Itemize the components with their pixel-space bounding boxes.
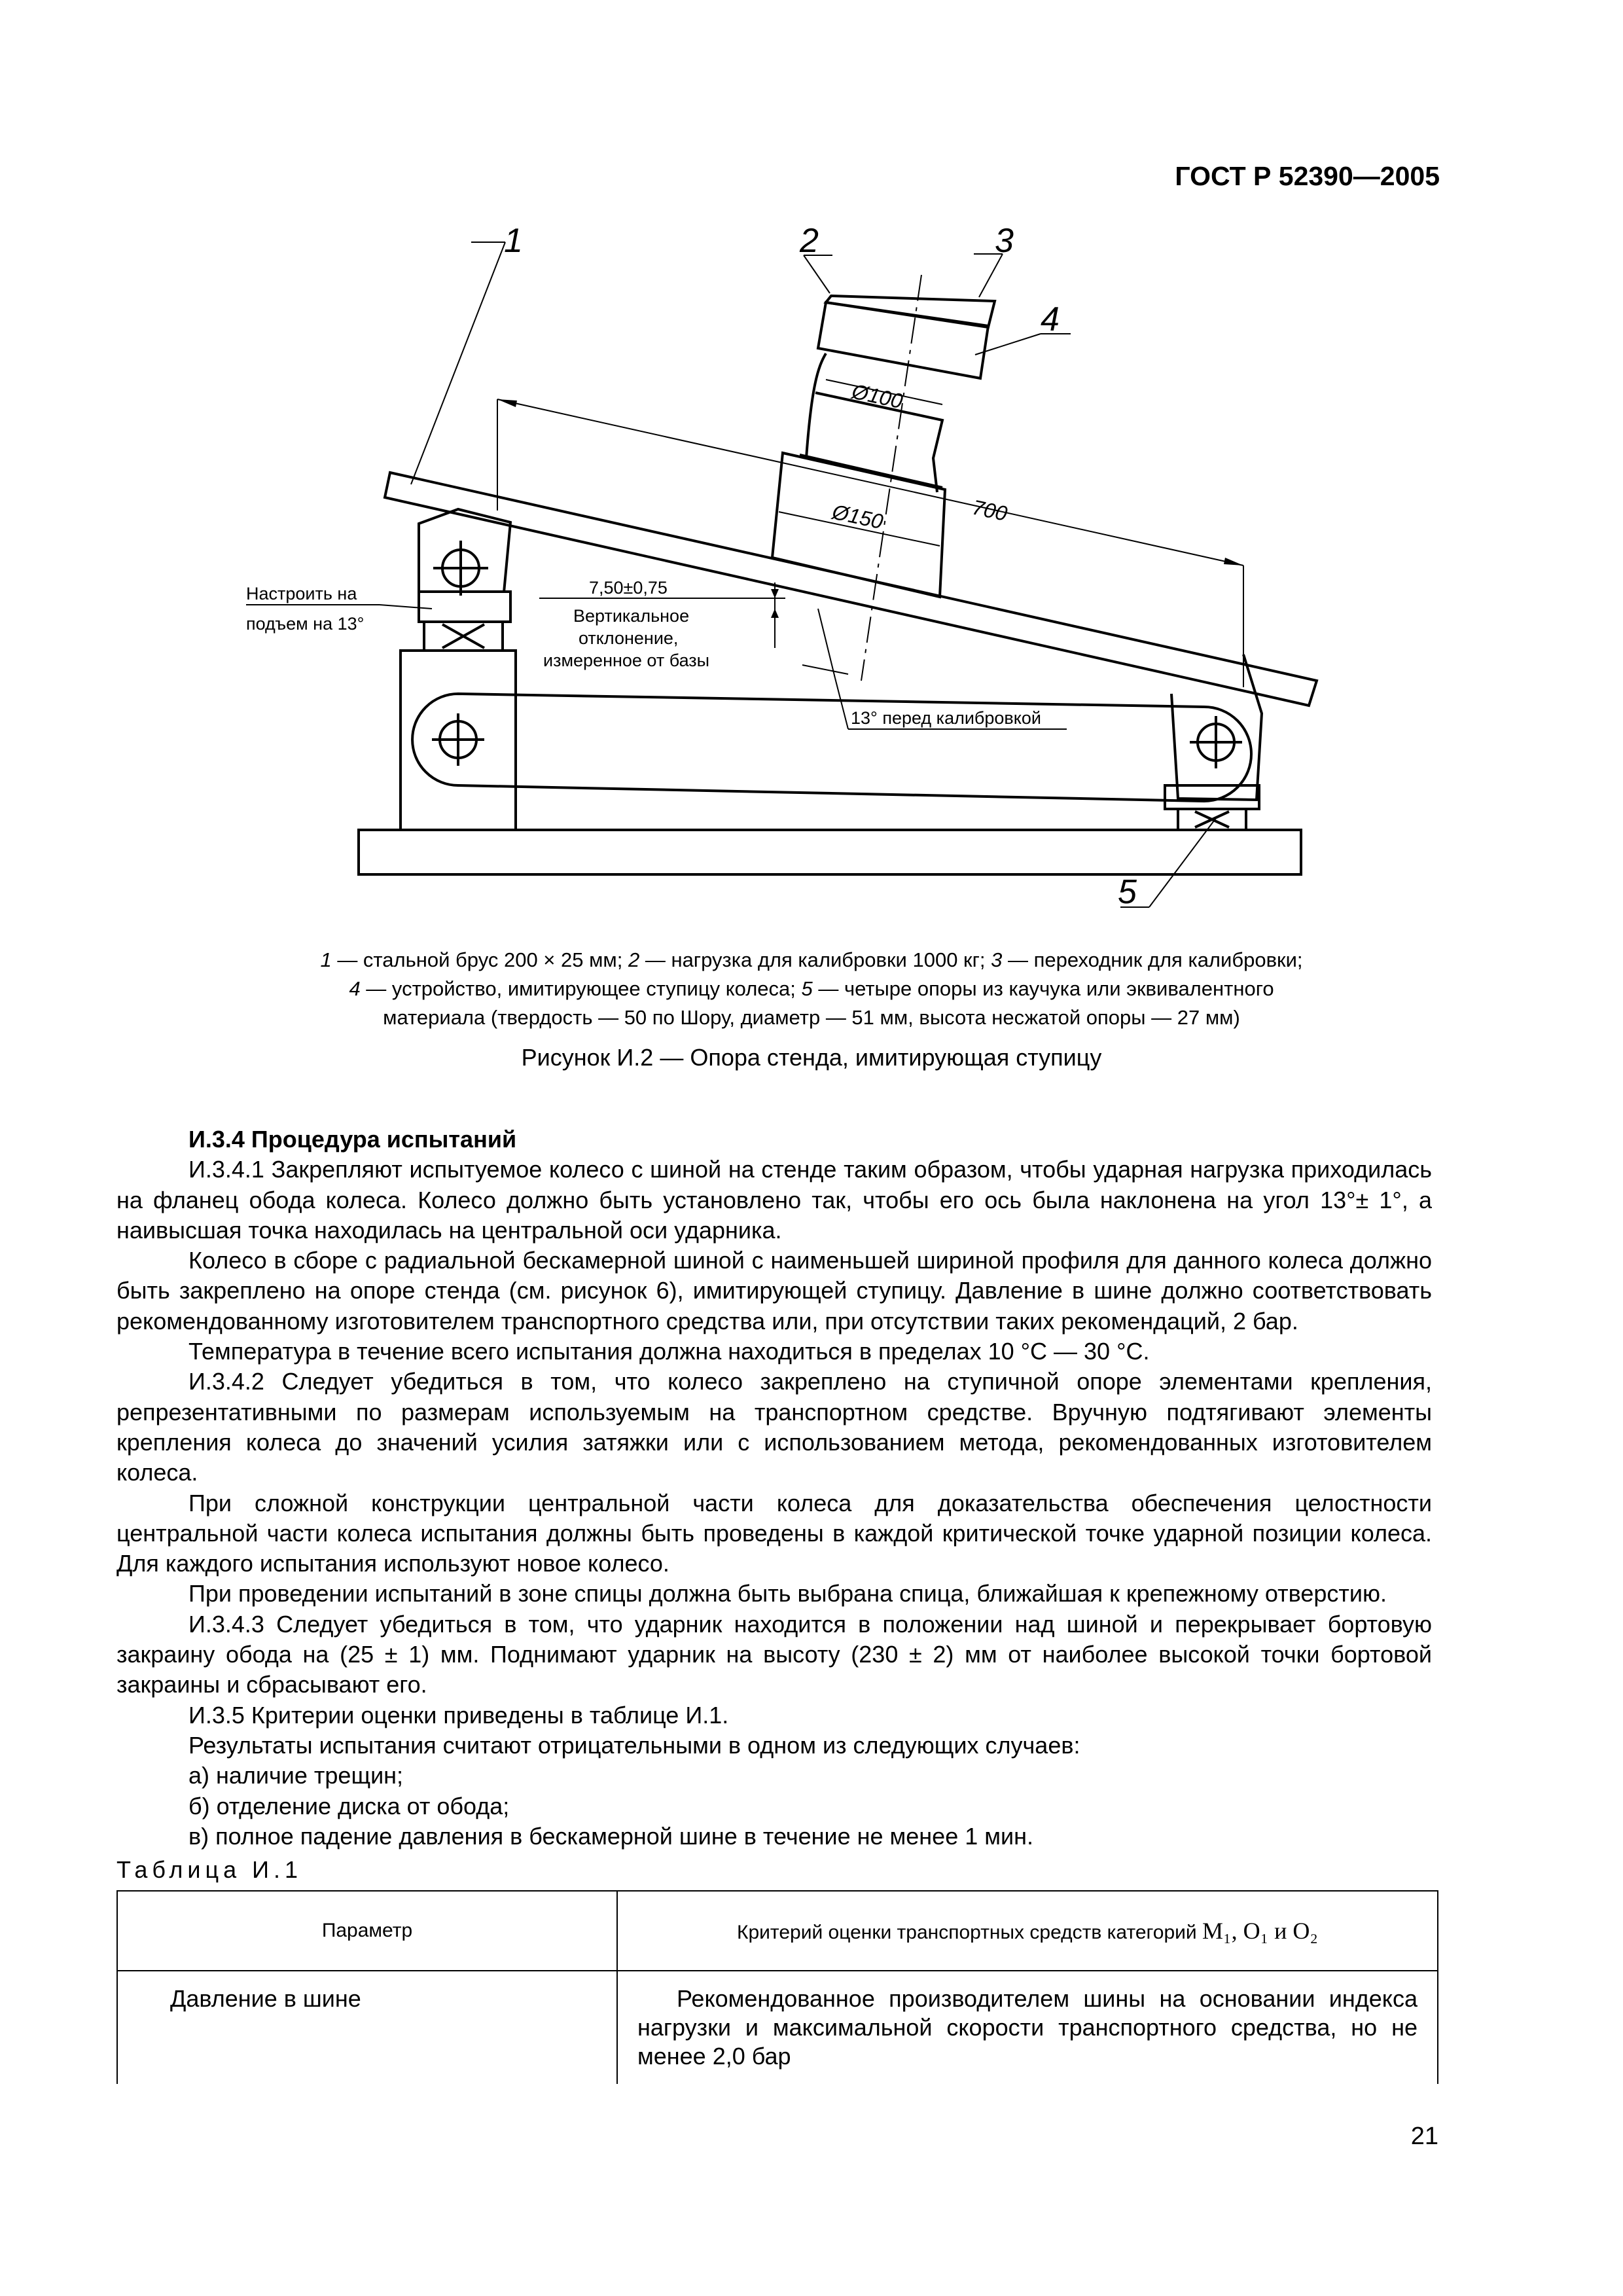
dim-700-line [497, 399, 1243, 565]
label-4: 4 [1041, 300, 1060, 338]
leader-2 [804, 255, 830, 293]
criteria-table [116, 1890, 1438, 2084]
label-5: 5 [1118, 873, 1137, 911]
legend-text: — стальной брус 200 × 25 мм; [331, 948, 628, 971]
paragraph: При сложной конструкции центральной части колеса для доказательства обеспечения целостности центральной части колеса испытания должны быть проведены в каждой критической точке ударной позиции колеса. Для каждого испытания используют новое колесо. [116, 1489, 1432, 1577]
adjust-callout-2: подъем на 13° [246, 614, 365, 634]
figure-legend [196, 946, 1427, 1032]
vertical-callout-2: отклонение, [579, 628, 679, 648]
dim-d150: Ø150 [830, 499, 885, 534]
vertical-callout-1: Вертикальное [573, 606, 690, 626]
angle-callout: 13° перед калибровкой [851, 708, 1041, 728]
paragraph: И.3.4.2 Следует убедиться в том, что колесо закреплено на ступичной опоре элементами крепления, репрезентативными по размерам используемым на транспортном средстве. Вручную подтягивают элементы крепления колеса до значений усилия затяжки или с использованием метода, рекомендованных изготовителем колеса. [116, 1368, 1432, 1486]
table-title: Таблица И.1 [116, 1856, 303, 1883]
body-text [116, 1124, 1432, 1852]
legend-num: 3 [991, 948, 1003, 971]
legend-text: — четыре опоры из каучука или эквивалентного [812, 977, 1274, 1000]
table-cell-criterion: Рекомендованное производителем шины на основании индекса нагрузки и максимальной скорости транспортного средства, но не менее 2,0 бар [617, 1971, 1438, 2084]
leader-5 [1149, 818, 1216, 907]
leader-3 [979, 254, 1003, 297]
lower-arm [412, 694, 1251, 801]
paragraph: При проведении испытаний в зоне спицы должна быть выбрана спица, ближайшая к крепежному отверстию. [188, 1580, 1387, 1607]
legend-text: материала (твердость — 50 по Шору, диаметр — 51 мм, высота несжатой опоры — 27 мм) [383, 1006, 1240, 1029]
test-bench-figure [0, 0, 1623, 942]
adjust-callout-1: Настроить на [246, 584, 357, 603]
list-item: в) полное падение давления в бескамерной шине в течение не менее 1 мин. [188, 1822, 1033, 1850]
legend-num: 4 [349, 977, 361, 1000]
table-header-criterion [617, 1891, 1438, 1971]
paragraph: Температура в течение всего испытания должна находиться в пределах 10 °С — 30 °С. [188, 1338, 1150, 1365]
section-heading: И.3.4 Процедура испытаний [188, 1126, 517, 1153]
document-header: ГОСТ Р 52390—2005 [1175, 161, 1440, 191]
leader-1 [411, 242, 505, 484]
label-2: 2 [800, 222, 819, 260]
table-cell-parameter: Давление в шине [117, 1971, 617, 2084]
table-header-row [117, 1891, 1438, 1971]
table-header-parameter: Параметр [117, 1891, 617, 1971]
dim-tolerance: 7,50±0,75 [589, 578, 668, 598]
legend-num: 5 [801, 977, 813, 1000]
table-row [117, 1971, 1438, 2084]
paragraph: Результаты испытания считают отрицательными в одном из следующих случаев: [188, 1731, 1080, 1759]
legend-text: — нагрузка для калибровки 1000 кг; [639, 948, 991, 971]
paragraph: И.3.4.3 Следует убедиться в том, что ударник находится в положении над шиной и перекрывает бортовую закраину обода на (25 ± 1) мм. Поднимают ударник на высоту (230 ± 2) мм от наиболее высокой точки бортовой закраины и сбрасывают его. [116, 1610, 1432, 1698]
paragraph: И.3.4.1 Закрепляют испытуемое колесо с шиной на стенде таким образом, чтобы ударная нагрузка приходилась на фланец обода колеса. Колесо должно быть установлено так, чтобы его ось была наклонена на угол 13°± 1°, а наивысшая точка находилась на центральной оси ударника. [116, 1156, 1432, 1244]
table-header-criterion-text: Критерий оценки транспортных средств категорий [737, 1922, 1197, 1943]
legend-num: 1 [320, 948, 332, 971]
paragraph: Колесо в сборе с радиальной бескамерной шиной с наименьшей шириной профиля для данного колеса должно быть закреплено на опоре стенда (см. рисунок 6), имитирующей ступицу. Давление в шине должно соответствовать рекомендованному изготовителем транспортного средства или, при отсутствии таких рекомендаций, 2 бар. [116, 1247, 1432, 1335]
paragraph: И.3.5 Критерии оценки приведены в таблице И.1. [188, 1701, 729, 1729]
list-item: а) наличие трещин; [188, 1762, 404, 1789]
figure-caption: Рисунок И.2 — Опора стенда, имитирующая ступицу [521, 1044, 1102, 1071]
page-number: 21 [1410, 2123, 1438, 2150]
legend-text: — устройство, имитирующее ступицу колеса; [360, 977, 802, 1000]
hub-neck [806, 353, 826, 458]
legend-text: — переходник для калибровки; [1002, 948, 1303, 971]
base-plate [359, 830, 1301, 874]
vertical-callout-3: измеренное от базы [543, 651, 710, 670]
label-1: 1 [504, 222, 523, 260]
table-header-categories: M₁, O₁ и O₂ [1202, 1918, 1318, 1944]
list-item: б) отделение диска от обода; [188, 1792, 510, 1820]
label-3: 3 [995, 222, 1014, 260]
legend-num: 2 [628, 948, 640, 971]
dim-d100: Ø100 [849, 379, 905, 414]
dim-700: 700 [970, 495, 1010, 526]
